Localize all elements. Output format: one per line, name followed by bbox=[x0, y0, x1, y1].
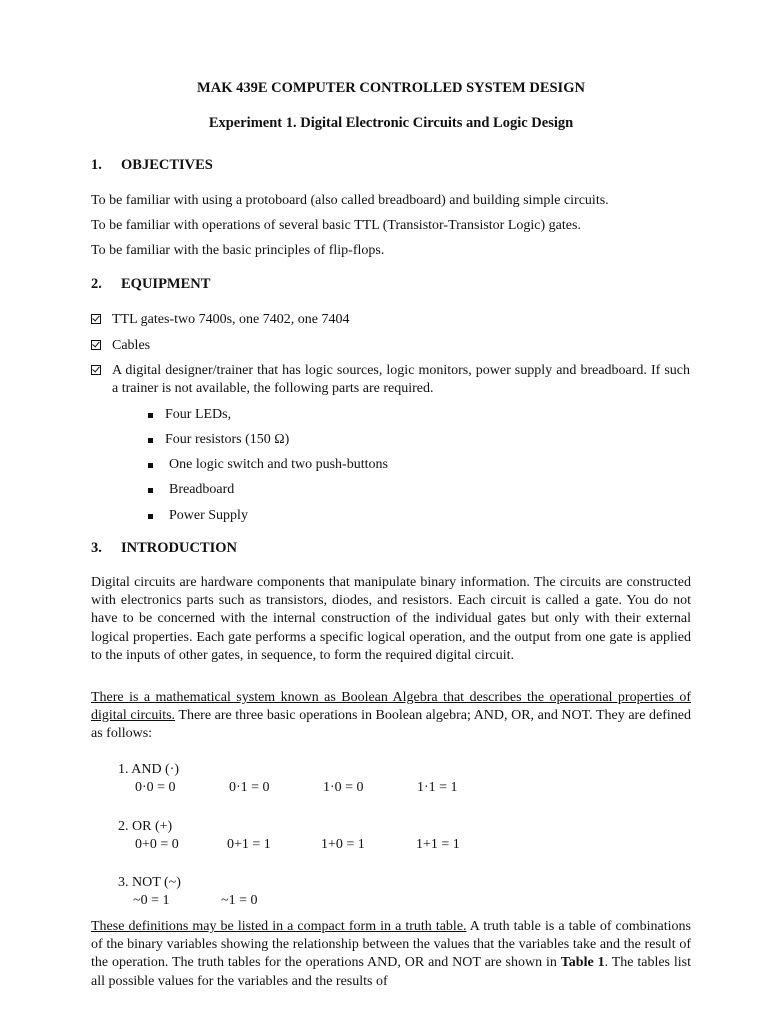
objective-line: To be familiar with operations of several basic TTL (Transistor-Transistor Logic) gates. bbox=[91, 218, 581, 233]
equipment-item-text: TTL gates-two 7400s, one 7402, one 7404 bbox=[112, 312, 350, 327]
parts-list-item-text: Breadboard bbox=[169, 482, 235, 497]
parts-list-item-text: Four resistors (150 Ω) bbox=[165, 432, 290, 447]
section-heading-introduction bbox=[91, 540, 237, 557]
operation-rule: 0·0 = 0 bbox=[135, 780, 176, 795]
document-title: MAK 439E COMPUTER CONTROLLED SYSTEM DESIGN bbox=[197, 80, 585, 96]
operation-rule: 0+0 = 0 bbox=[135, 837, 179, 852]
section-heading-equipment bbox=[91, 276, 210, 293]
intro-paragraph-2 bbox=[91, 689, 691, 744]
underlined-text: These definitions may be listed in a compact form in a truth table. bbox=[91, 919, 467, 934]
document-subtitle: Experiment 1. Digital Electronic Circuits and Logic Design bbox=[208, 115, 574, 131]
section-title: OBJECTIVES bbox=[121, 157, 213, 173]
equipment-item bbox=[91, 311, 691, 331]
section-heading-objectives bbox=[91, 157, 213, 174]
operation-rule: ~1 = 0 bbox=[221, 893, 258, 908]
section-number: 1. bbox=[91, 157, 102, 173]
operation-rule: 1+1 = 1 bbox=[416, 837, 460, 852]
table-reference: Table 1 bbox=[560, 955, 605, 971]
objective-line: To be familiar with the basic principles of flip-flops. bbox=[91, 243, 385, 258]
bullet-square-icon bbox=[148, 463, 153, 468]
operation-rule: 0+1 = 1 bbox=[227, 837, 271, 852]
operation-label-or: 2. OR (+) bbox=[118, 819, 173, 834]
operation-rule: 1·0 = 0 bbox=[323, 780, 364, 795]
section-title: INTRODUCTION bbox=[121, 540, 238, 556]
checked-box-icon bbox=[91, 365, 101, 375]
operation-rule: ~0 = 1 bbox=[133, 893, 170, 908]
section-title: EQUIPMENT bbox=[121, 276, 211, 292]
underlined-text: There is a mathematical system known as Boolean Algebra that describes the operational properties of digital circuits. bbox=[91, 690, 691, 724]
equipment-item bbox=[91, 362, 691, 400]
operation-rule: 1·1 = 1 bbox=[417, 780, 458, 795]
parts-list-item-text: Power Supply bbox=[169, 508, 248, 523]
paragraph-text: . The tables list all possible values for the variables and the results of bbox=[91, 955, 691, 989]
section-number: 3. bbox=[91, 540, 102, 556]
parts-list-item-text: Four LEDs, bbox=[165, 407, 232, 422]
operation-label-and: 1. AND (·) bbox=[118, 762, 180, 777]
operation-label-not: 3. NOT (~) bbox=[118, 875, 181, 890]
intro-paragraph-1: Digital circuits are hardware components that manipulate binary information. The circuits are constructed with electronics parts such as transistors, diodes, and resistors. Each circuit is called a gate. You do not have to be concerned with the internal construction of the individual gates but only with their external logical properties. Each gate performs a specific logical operation, and the output from one gate is applied to the inputs of other gates, in sequence, to form the required digital circuit. bbox=[91, 575, 691, 663]
equipment-item-text: Cables bbox=[112, 338, 151, 353]
paragraph-text: A truth table is a table of combinations of the binary variables showing the relationship between the values that the variables take and the result of the operation. The truth tables for the operations AND, OR and NOT are shown in bbox=[91, 919, 691, 971]
bullet-square-icon bbox=[148, 438, 153, 443]
bullet-square-icon bbox=[148, 514, 153, 519]
checked-box-icon bbox=[91, 340, 101, 350]
equipment-item-text: A digital designer/trainer that has logic sources, logic monitors, power supply and breadboard. If such a trainer is not available, the following parts are required. bbox=[112, 363, 690, 396]
bullet-square-icon bbox=[148, 488, 153, 493]
operation-rule: 0·1 = 0 bbox=[229, 780, 270, 795]
section-number: 2. bbox=[91, 276, 102, 292]
intro-paragraph-3 bbox=[91, 918, 691, 991]
operation-rule: 1+0 = 1 bbox=[321, 837, 365, 852]
paragraph-text: There are three basic operations in Boolean algebra; AND, OR, and NOT. They are defined as follows: bbox=[91, 708, 691, 742]
objective-line: To be familiar with using a protoboard (also called breadboard) and building simple circuits. bbox=[91, 193, 609, 208]
bullet-square-icon bbox=[148, 413, 153, 418]
checked-box-icon bbox=[91, 314, 101, 324]
equipment-item bbox=[91, 337, 691, 357]
parts-list-item-text: One logic switch and two push-buttons bbox=[169, 457, 388, 472]
